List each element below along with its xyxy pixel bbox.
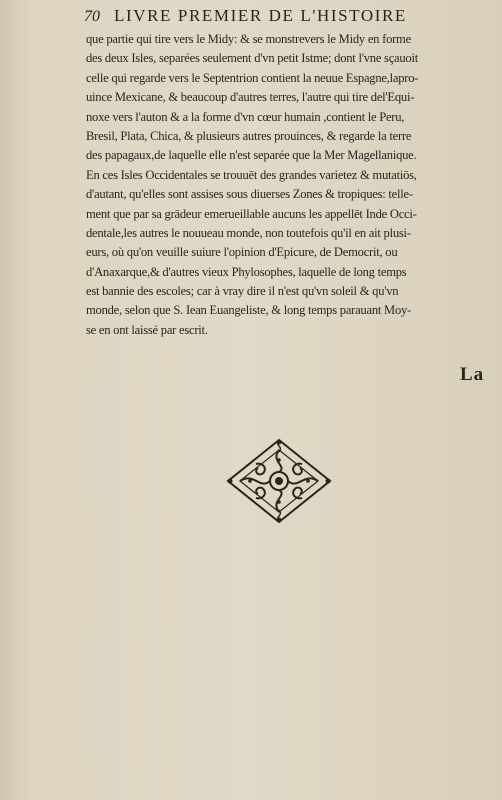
text-line: noxe vers l'auton & a la forme d'vn cœur humain ,contient le Peru, (86, 109, 405, 124)
text-line: ment que par sa grādeur emerueillable aucuns les appellēt Inde Occi- (86, 206, 417, 221)
text-line: uince Mexicane, & beaucoup d'autres terres, l'autre qui tire del'Equi- (86, 90, 415, 105)
text-line: des papagaux,de laquelle elle n'est separée que la Mer Magellanique. (86, 148, 417, 163)
body-text (86, 30, 500, 340)
text-line: se en ont laissé par escrit. (86, 322, 208, 337)
text-line: eurs, où qu'on veuille suiure l'opinion d'Epicure, de Democrit, ou (86, 245, 398, 260)
printers-fleuron-ornament-icon (222, 436, 336, 526)
text-line: d'autant, qu'elles sont assises sous diuerses Zones & tropiques: telle- (86, 187, 413, 202)
text-line: des deux Isles, separées seulement d'vn petit Istme; dont l'vne sçauoit (86, 51, 418, 66)
running-title: LIVRE PREMIER DE L'HISTOIRE (114, 6, 407, 25)
page-number: 70 (84, 8, 100, 25)
catchword: La (460, 364, 485, 385)
text-line: est bannie des escoles; car à vray dire il n'est qu'vn soleil & qu'vn (86, 284, 399, 299)
page-header (84, 6, 464, 26)
text-line: monde, selon que S. Iean Euangeliste, & long temps parauant Moy- (86, 303, 412, 318)
text-line: Bresil, Plata, Chica, & plusieurs autres prouinces, & regarde la terre (86, 128, 412, 143)
text-line: d'Anaxarque,& d'autres vieux Phylosophes, laquelle de long temps (86, 264, 407, 279)
text-line: En ces Isles Occidentales se trouuēt des grandes varietez & mutatiōs, (86, 167, 417, 182)
text-line: celle qui regarde vers le Septentrion contient la neuue Espagne,lapro- (86, 70, 419, 85)
text-line: dentale,les autres le nouueau monde, non toutefois qu'il en ait plusi- (86, 225, 411, 240)
text-line: que partie qui tire vers le Midy: & se monstrevers le Midy en forme (86, 32, 411, 46)
